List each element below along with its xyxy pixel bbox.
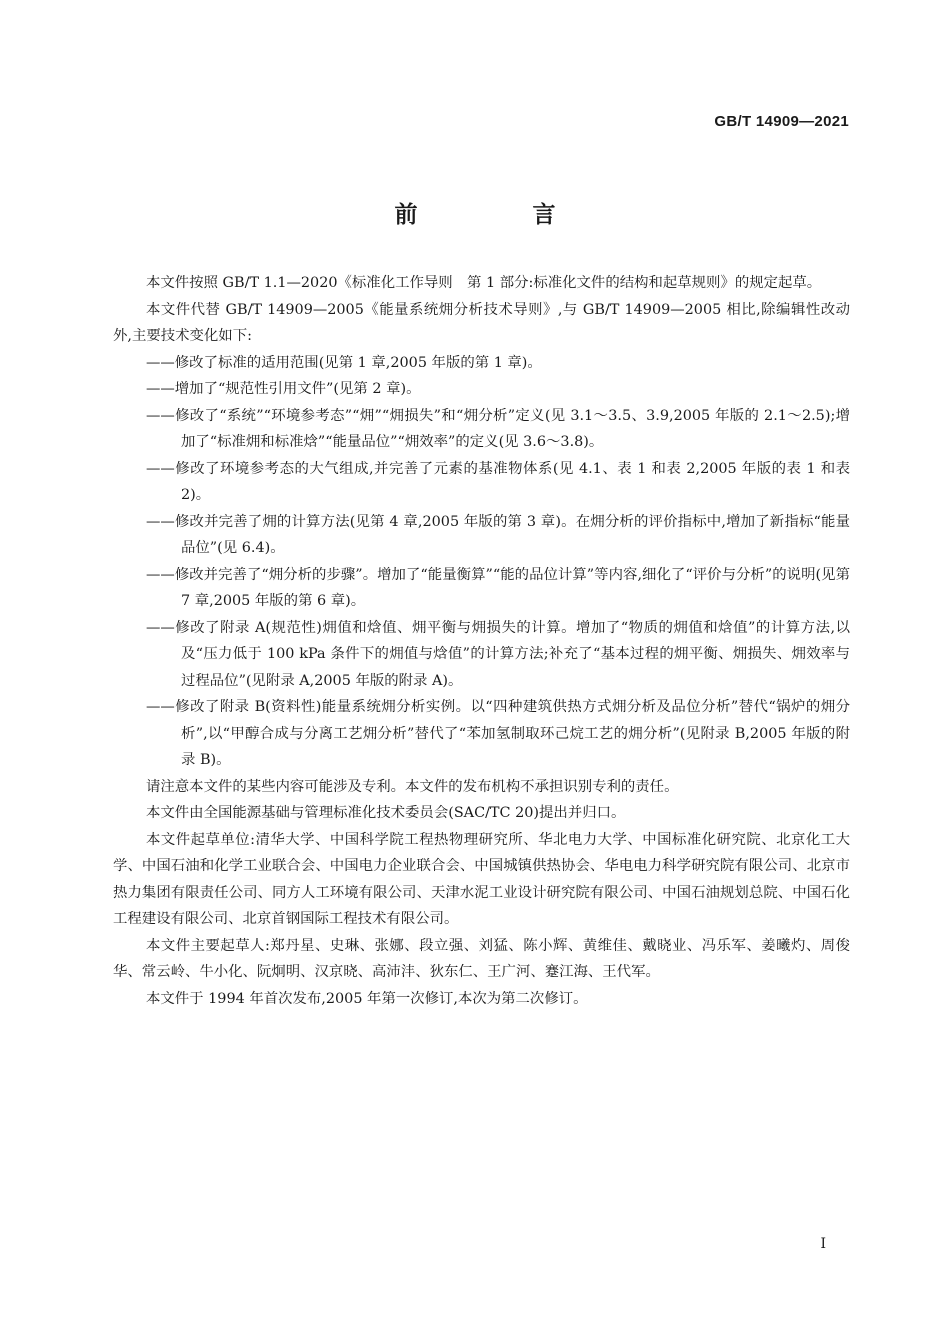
paragraph-history: 本文件于 1994 年首次发布,2005 年第一次修订,本次为第二次修订。	[146, 990, 588, 1007]
page-number: I	[820, 1236, 826, 1252]
list-item-change: ——修改并完善了㶲的计算方法(见第 4 章,2005 年版的第 3 章)。在㶲分析的评价指标中,增加了新指标“能量品位”(见 6.4)。	[146, 513, 850, 556]
list-item-change: ——增加了“规范性引用文件”(见第 2 章)。	[146, 381, 421, 397]
list-item-change: ——修改了环境参考态的大气组成,并完善了元素的基准物体系(见 4.1、表 1 和表 2,2005 年版的表 1 和表 2)。	[146, 460, 850, 503]
paragraph-proposer: 本文件由全国能源基础与管理标准化技术委员会(SAC/TC 20)提出并归口。	[146, 805, 626, 821]
paragraph-replacement: 本文件代替 GB/T 14909—2005《能量系统㶲分析技术导则》,与 GB/T 14909—2005 相比,除编辑性改动外,主要技术变化如下:	[113, 301, 850, 344]
document-body	[113, 270, 850, 1012]
list-item-change: ——修改了附录 B(资料性)能量系统㶲分析实例。以“四种建筑供热方式㶲分析及品位分析”替代“锅炉的㶲分析”,以“甲醇合成与分离工艺㶲分析”替代了“苯加氢制取环己烷工艺的㶲分析”(见附录 B,2005 年版的附录 B)。	[146, 699, 850, 768]
paragraph-patent-notice: 请注意本文件的某些内容可能涉及专利。本文件的发布机构不承担识别专利的责任。	[146, 778, 679, 795]
paragraph-drafters: 本文件主要起草人:郑丹星、史琳、张娜、段立强、刘猛、陈小辉、黄维佳、戴晓业、冯乐军、姜曦灼、周俊华、常云岭、牛小化、阮炯明、汉京晓、高沛沣、狄东仁、王广河、蹇江海、王代军。	[113, 937, 850, 980]
paragraph-drafting-rules: 本文件按照 GB/T 1.1—2020《标准化工作导则 第 1 部分:标准化文件的结构和起草规则》的规定起草。	[146, 275, 822, 291]
standard-number: GB/T 14909—2021	[714, 113, 849, 130]
list-item-change: ——修改了附录 A(规范性)㶲值和焓值、㶲平衡与㶲损失的计算。增加了“物质的㶲值和焓值”的计算方法,以及“压力低于 100 kPa 条件下的㶲值与焓值”的计算方法;补充了“基本过程的㶲平衡、㶲损失、㶲效率与过程品位”(见附录 A,2005 年版的附录 A)。	[146, 619, 850, 689]
page-title: 前 言	[394, 202, 602, 228]
list-item-change: ——修改并完善了“㶲分析的步骤”。增加了“能量衡算”“能的品位计算”等内容,细化了“评价与分析”的说明(见第 7 章,2005 年版的第 6 章)。	[146, 566, 850, 609]
list-item-change: ——修改了“系统”“环境参考态”“㶲”“㶲损失”和“㶲分析”定义(见 3.1～3.5、3.9,2005 年版的 2.1～2.5);增加了“标准㶲和标准焓”“能量品位”“㶲效率”的定义(见 3.6～3.8)。	[146, 407, 850, 450]
list-item-change: ——修改了标准的适用范围(见第 1 章,2005 年版的第 1 章)。	[146, 354, 542, 371]
paragraph-drafting-units: 本文件起草单位:清华大学、中国科学院工程热物理研究所、华北电力大学、中国标准化研究院、北京化工大学、中国石油和化学工业联合会、中国电力企业联合会、中国城镇供热协会、华电电力科学研究院有限公司、北京市热力集团有限责任公司、同方人工环境有限公司、天津水泥工业设计研究院有限公司、中国石油规划总院、中国石化工程建设有限公司、北京首钢国际工程技术有限公司。	[113, 831, 850, 927]
